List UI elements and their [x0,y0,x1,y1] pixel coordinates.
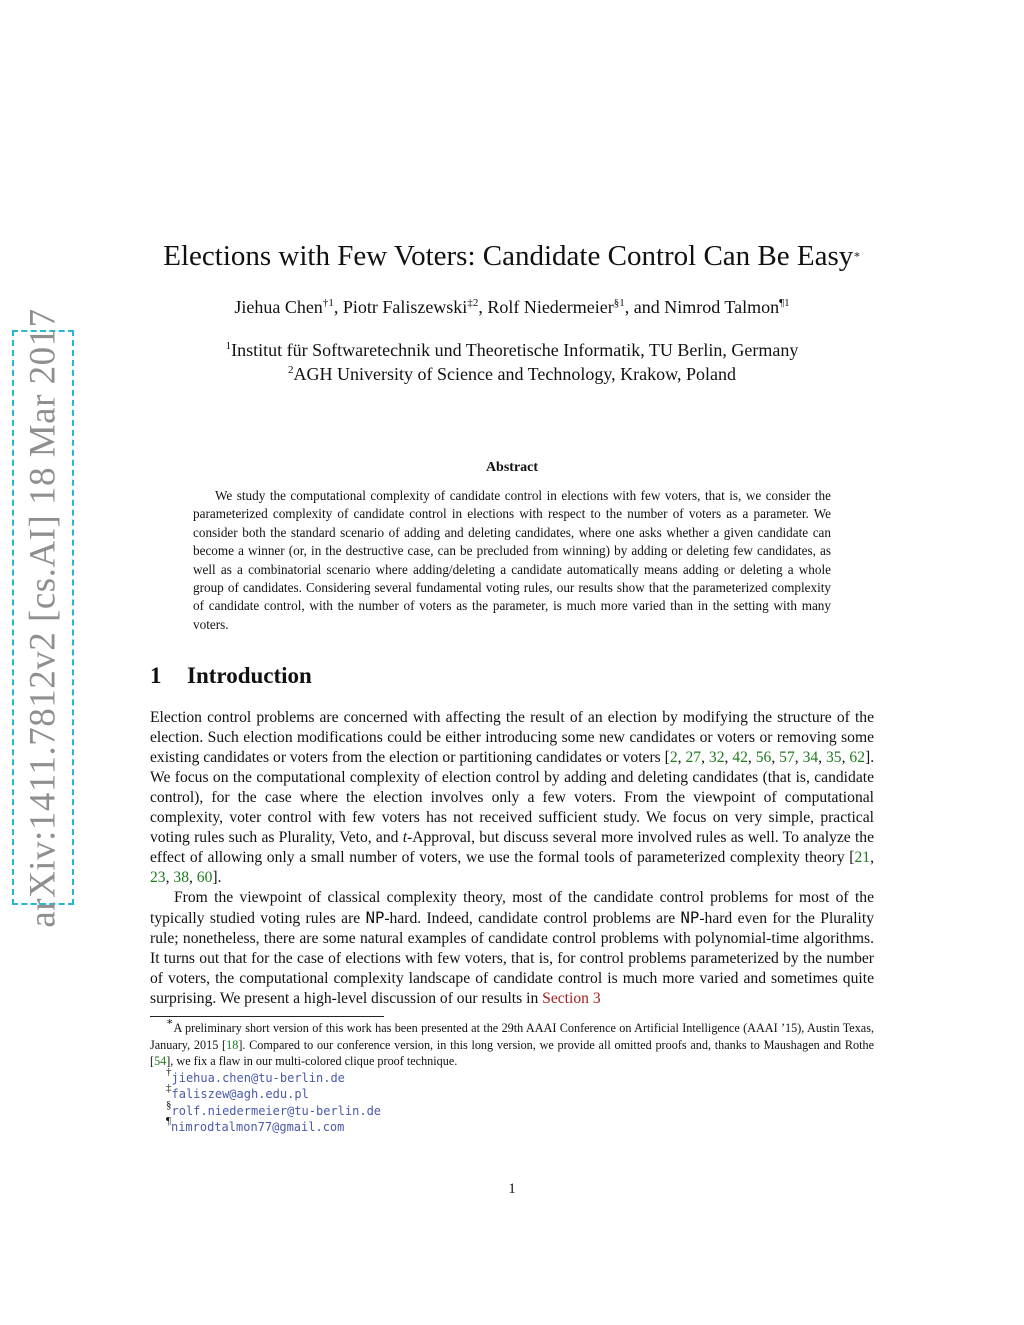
citation-link[interactable]: 38 [173,869,189,886]
author-mark: §1 [613,297,625,309]
email-link[interactable]: jiehua.chen@tu-berlin.de [171,1070,345,1085]
footnote-mark: § [166,1098,172,1111]
arxiv-stamp-text: arXiv:1411.7812v2 [cs.AI] 18 Mar 2017 [22,307,64,928]
author-separator: , [478,297,488,317]
author-name: Jiehua Chen [234,297,323,317]
footnotes [150,1016,875,1136]
citation-link[interactable]: 32 [708,749,725,766]
title-footnote-mark: ∗ [853,249,861,261]
citation-link[interactable]: 21 [854,849,871,866]
affiliation-number: 1 [225,340,232,352]
footnote-email [150,1098,874,1120]
citation-link[interactable]: 2 [669,749,678,766]
paper-title: Elections with Few Voters: Candidate Control Can Be Easy∗ [163,240,861,272]
complexity-class-np: NP [680,909,700,927]
author-mark: ‡2 [467,297,479,309]
section-title: Introduction [187,663,312,688]
citation-link[interactable]: 60 [196,869,213,886]
citation-link[interactable]: 56 [755,749,772,766]
math-variable-t: t [402,829,408,846]
footnote-conference-version: ∗A preliminary short version of this work has been presented at the 29th AAAI Conference on Artificial Intelligence (AAAI ’15), Austin Texas, January, 2015 [18]. Compared to our conference version, in this long version, we provide all omitted proofs and, thanks to Maushagen and Rothe [54], we fix a flaw in our multi-colored clique proof technique. [150,1016,875,1068]
email-link[interactable]: rolf.niedermeier@tu-berlin.de [171,1103,382,1118]
citation-link[interactable]: 18 [226,1037,239,1052]
section-number: 1 [150,663,162,688]
author-separator: , and [624,297,665,317]
affiliation-text: Institut für Softwaretechnik und Theoretische Informatik, TU Berlin, Germany [231,340,799,360]
affiliation [0,364,1024,385]
footnote-email [150,1082,874,1103]
affiliation-number: 2 [288,364,294,376]
affiliation [0,340,1024,361]
author-name: Nimrod Talmon [664,297,780,317]
author-separator: , [333,297,343,317]
citation-link[interactable]: 54 [154,1054,167,1068]
section-3-link[interactable]: Section 3 [542,990,601,1007]
affiliation-text: AGH University of Science and Technology, Krakow, Poland [293,364,736,384]
citation-link[interactable]: 27 [685,749,702,766]
email-link[interactable]: faliszew@agh.edu.pl [171,1087,309,1101]
author-name: Piotr Faliszewski [342,297,468,317]
intro-paragraph-2: From the viewpoint of classical complexity theory, most of the candidate control problems for most of the typically studied voting rules are NP-hard. Indeed, candidate control problems are NP-hard even for the Plurality rule; nonetheless, there are some natural examples of candidate control problems with polynomial-time algorithms. It turns out that for the case of elections with few voters, that is, for control problems parameterized by the number of voters, the computational complexity landscape of candidate control is much more varied and sometimes quite surprising. We present a high-level discussion of our results in Section 3 [150,889,875,1007]
citation-link[interactable]: 34 [802,749,819,766]
intro-paragraph-1: Election control problems are concerned with affecting the result of an election by modifying the structure of the election. Such election modifications could be either introducing some new candidates or voters or removing some existing candidates or voters from the election or partitioning candidates or voters [2, 27, 32, 42, 56, 57, 34, 35, 62]. We focus on the computational complexity of election control by adding and deleting candidates (that is, candidate control), for the case where the election involves only a few voters. From the viewpoint of computational complexity, voter control with few voters has not received sufficient study. We focus on very simple, practical voting rules such as Plurality, Veto, and t-Approval, but discuss several more involved rules as well. To analyze the effect of allowing only a small number of voters, we use the formal tools of parameterized complexity theory [21, 23, 38, 60]. [150,709,875,886]
author-mark: †1 [322,297,334,309]
citation-link[interactable]: 62 [849,749,866,766]
footnote-mark: ¶ [166,1115,171,1127]
citation-link[interactable]: 42 [732,749,748,766]
citation-link[interactable]: 23 [150,869,166,886]
page-number: 1 [508,1181,516,1197]
email-link[interactable]: nimrodtalmon77@gmail.com [170,1120,345,1134]
footnote-mark: ‡ [166,1082,172,1094]
footnote-mark: † [166,1065,172,1078]
footnote-email [150,1065,874,1087]
author-name: Rolf Niedermeier [487,297,614,317]
footnote-divider [150,1016,384,1017]
author-list [0,297,1024,318]
section-heading [150,663,312,689]
abstract-heading: Abstract [485,460,539,475]
footnote-mark: ∗ [166,1016,174,1028]
abstract-text: We study the computational complexity of candidate control in elections with few voters, that is, we consider the parameterized complexity of candidate control in elections with respect to the number of voters as a parameter. We consider both the standard scenario of adding and deleting candidates, where one asks whether a given candidate can become a winner (or, in the destructive case, can be precluded from winning) by adding or deleting few candidates, as well as a combinatorial scenario where adding/deleting a candidate automatically means adding or deleting a whole group of candidates. Considering several fundamental voting rules, our results show that the parameterized complexity of candidate control, with the number of voters as the parameter, is much more varied than in the setting with many voters. [193,488,831,632]
footnote-email [150,1115,874,1136]
citation-link[interactable]: 35 [826,749,842,766]
citation-link[interactable]: 57 [779,749,795,766]
author-mark: ¶1 [779,297,790,309]
complexity-class-np: NP [365,909,385,927]
arxiv-stamp[interactable] [12,307,74,928]
